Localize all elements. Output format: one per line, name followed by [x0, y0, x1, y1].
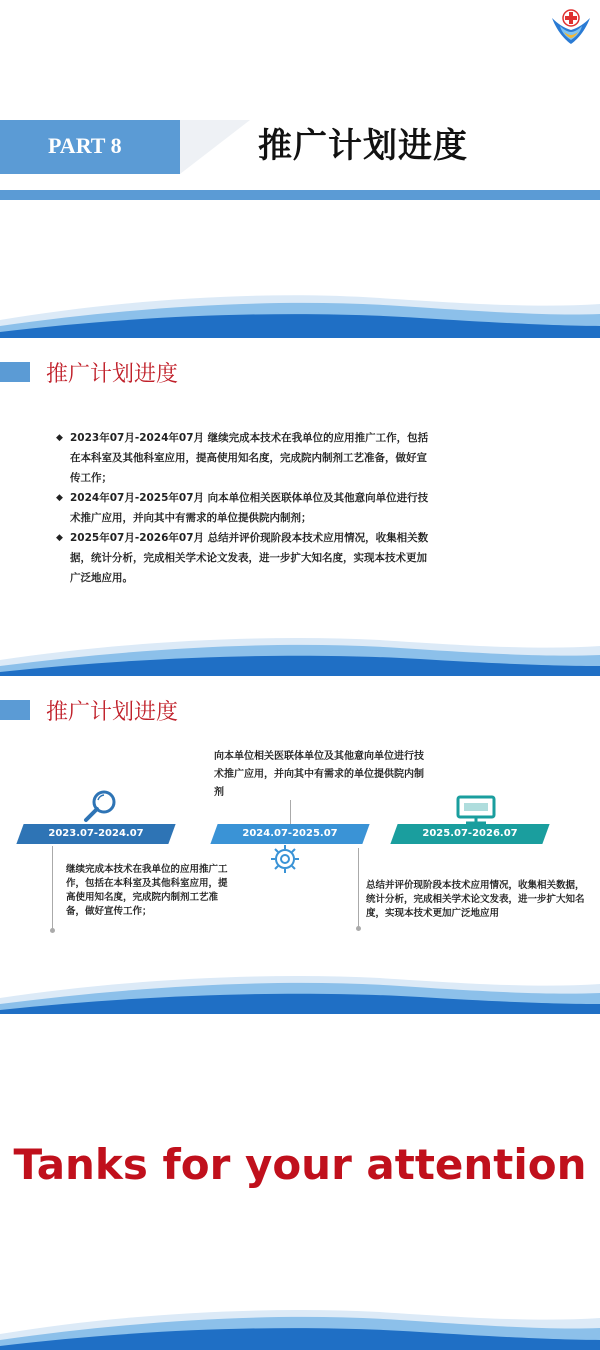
period-label-3: 2025.07-2026.07 [422, 828, 518, 839]
part-label: PART 8 [48, 133, 122, 158]
plan-item: ◆ 2025年07月-2026年07月 总结并评价现阶段本技术应用情况，收集相关数据，统计分析，完成相关学术论文发表，进一步扩大知名度，实现本技术更加广泛地应用。 [56, 528, 436, 588]
bottom-wave-decoration [0, 290, 600, 338]
period-label-2: 2024.07-2025.07 [242, 828, 338, 839]
plan-item: ◆ 2023年07月-2024年07月 继续完成本技术在我单位的应用推广工作，包括在本科室及其他科室应用，提高使用知名度，完成院内制剂工艺准备，做好宣传工作； [56, 428, 436, 488]
monitor-icon [454, 794, 498, 826]
section-title: 推广计划进度 [46, 700, 179, 725]
section-marker [0, 362, 30, 382]
part-band-slant [180, 120, 250, 174]
gear-icon [262, 842, 308, 876]
thanks-text: Tanks for your attention [13, 1140, 587, 1189]
section-marker [0, 700, 30, 720]
hospital-logo-icon [548, 4, 594, 48]
timeline-dot [356, 926, 361, 931]
timeline-note-1: 继续完成本技术在我单位的应用推广工作，包括在本科室及其他科室应用，提高使用知名度，完成院内制剂工艺准备，做好宣传工作； [66, 864, 228, 917]
period-label-1: 2023.07-2024.07 [48, 828, 144, 839]
timeline-note-2: 向本单位相关医联体单位及其他意向单位进行技术推广应用，并向其中有需求的单位提供院内制剂 [214, 751, 424, 798]
part-underline-bar [0, 190, 600, 200]
bottom-wave-decoration [0, 972, 600, 1014]
magnifier-icon [78, 788, 122, 824]
timeline-connector [52, 846, 53, 930]
slide-thanks [0, 1014, 600, 1350]
timeline-dot [50, 928, 55, 933]
timeline-connector [358, 848, 359, 928]
plan-list [56, 428, 436, 588]
bottom-wave-decoration [0, 1306, 600, 1350]
slide-part-title [0, 0, 600, 338]
section-title: 推广计划进度 [46, 362, 179, 387]
timeline-connector [290, 800, 291, 824]
plan-item: ◆ 2024年07月-2025年07月 向本单位相关医联体单位及其他意向单位进行技术推广应用，并向其中有需求的单位提供院内制剂； [56, 488, 436, 528]
slide-plan-list [0, 338, 600, 676]
part-title: 推广计划进度 [258, 126, 468, 166]
bottom-wave-decoration [0, 634, 600, 676]
timeline-note-3: 总结并评价现阶段本技术应用情况，收集相关数据，统计分析，完成相关学术论文发表，进一步扩大知名度，实现本技术更加广泛地应用 [366, 880, 585, 919]
slide-timeline [0, 676, 600, 1014]
